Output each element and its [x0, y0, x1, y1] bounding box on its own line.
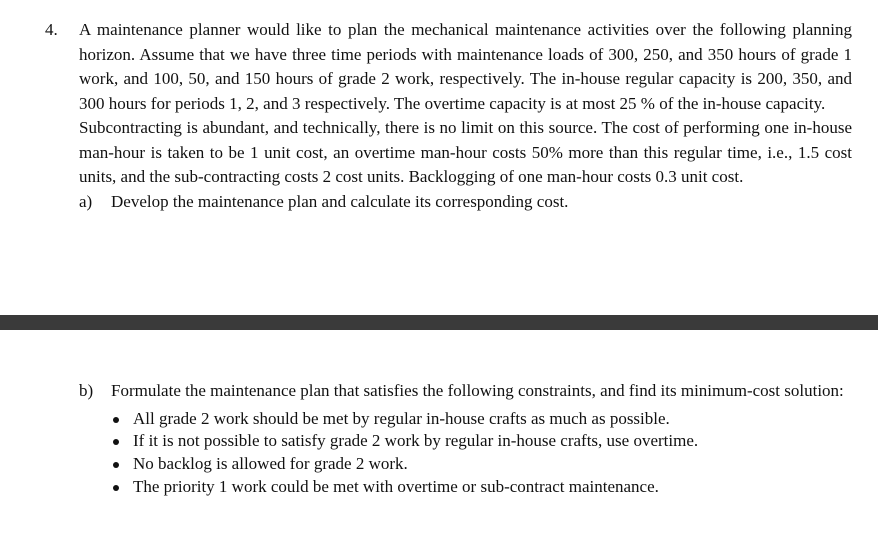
constraint-item — [111, 408, 852, 431]
problem-statement-paragraph-2: Subcontracting is abundant, and technically, there is no limit on this source. The cost of performing one in-house man-hour is taken to be 1 unit cost, an overtime man-hour costs 50% more than this regular time, i.e., 1.5 cost units, and the sub-contracting costs 2 cost units. Backlogging of one man-hour costs 0.3 unit cost. — [79, 118, 852, 186]
constraint-text: No backlog is allowed for grade 2 work. — [133, 454, 408, 474]
constraints-list — [79, 408, 852, 499]
constraint-item — [111, 430, 852, 453]
constraint-item — [111, 453, 852, 476]
part-b-marker: b) — [79, 381, 94, 400]
constraint-text: All grade 2 work should be met by regular in-house crafts as much as possible. — [133, 408, 670, 428]
bullet-icon — [113, 485, 119, 491]
constraint-item — [111, 476, 852, 499]
constraint-text: If it is not possible to satisfy grade 2 work by regular in-house crafts, use overtime. — [133, 431, 699, 451]
problem-statement-paragraph-1: A maintenance planner would like to plan the mechanical maintenance activities over the following planning horizon. Assume that we have three time periods with maintenance loads of 300, 250, and 350 hours of grade 1 work, and 100, 50, and 150 hours of grade 2 work, respectively. The in-house regular capacity is 200, 350, and 300 hours for periods 1, 2, and 3 respectively. The overtime capacity is at most 25 % of the in-house capacity. — [79, 20, 852, 113]
part-b-block — [79, 379, 852, 499]
section-divider — [0, 315, 878, 330]
part-a — [79, 190, 852, 215]
part-a-text: Develop the maintenance plan and calculate its corresponding cost. — [111, 191, 569, 211]
part-a-marker: a) — [79, 191, 93, 211]
bullet-icon — [113, 417, 119, 423]
part-b — [79, 379, 852, 404]
question-body — [79, 18, 852, 214]
question-number: 4. — [45, 20, 58, 39]
constraint-text: The priority 1 work could be met with overtime or sub-contract maintenance. — [133, 476, 659, 496]
bullet-icon — [113, 462, 119, 468]
part-b-text: Formulate the maintenance plan that satisfies the following constraints, and find its minimum-cost solution: — [111, 381, 844, 400]
bullet-icon — [113, 439, 119, 445]
